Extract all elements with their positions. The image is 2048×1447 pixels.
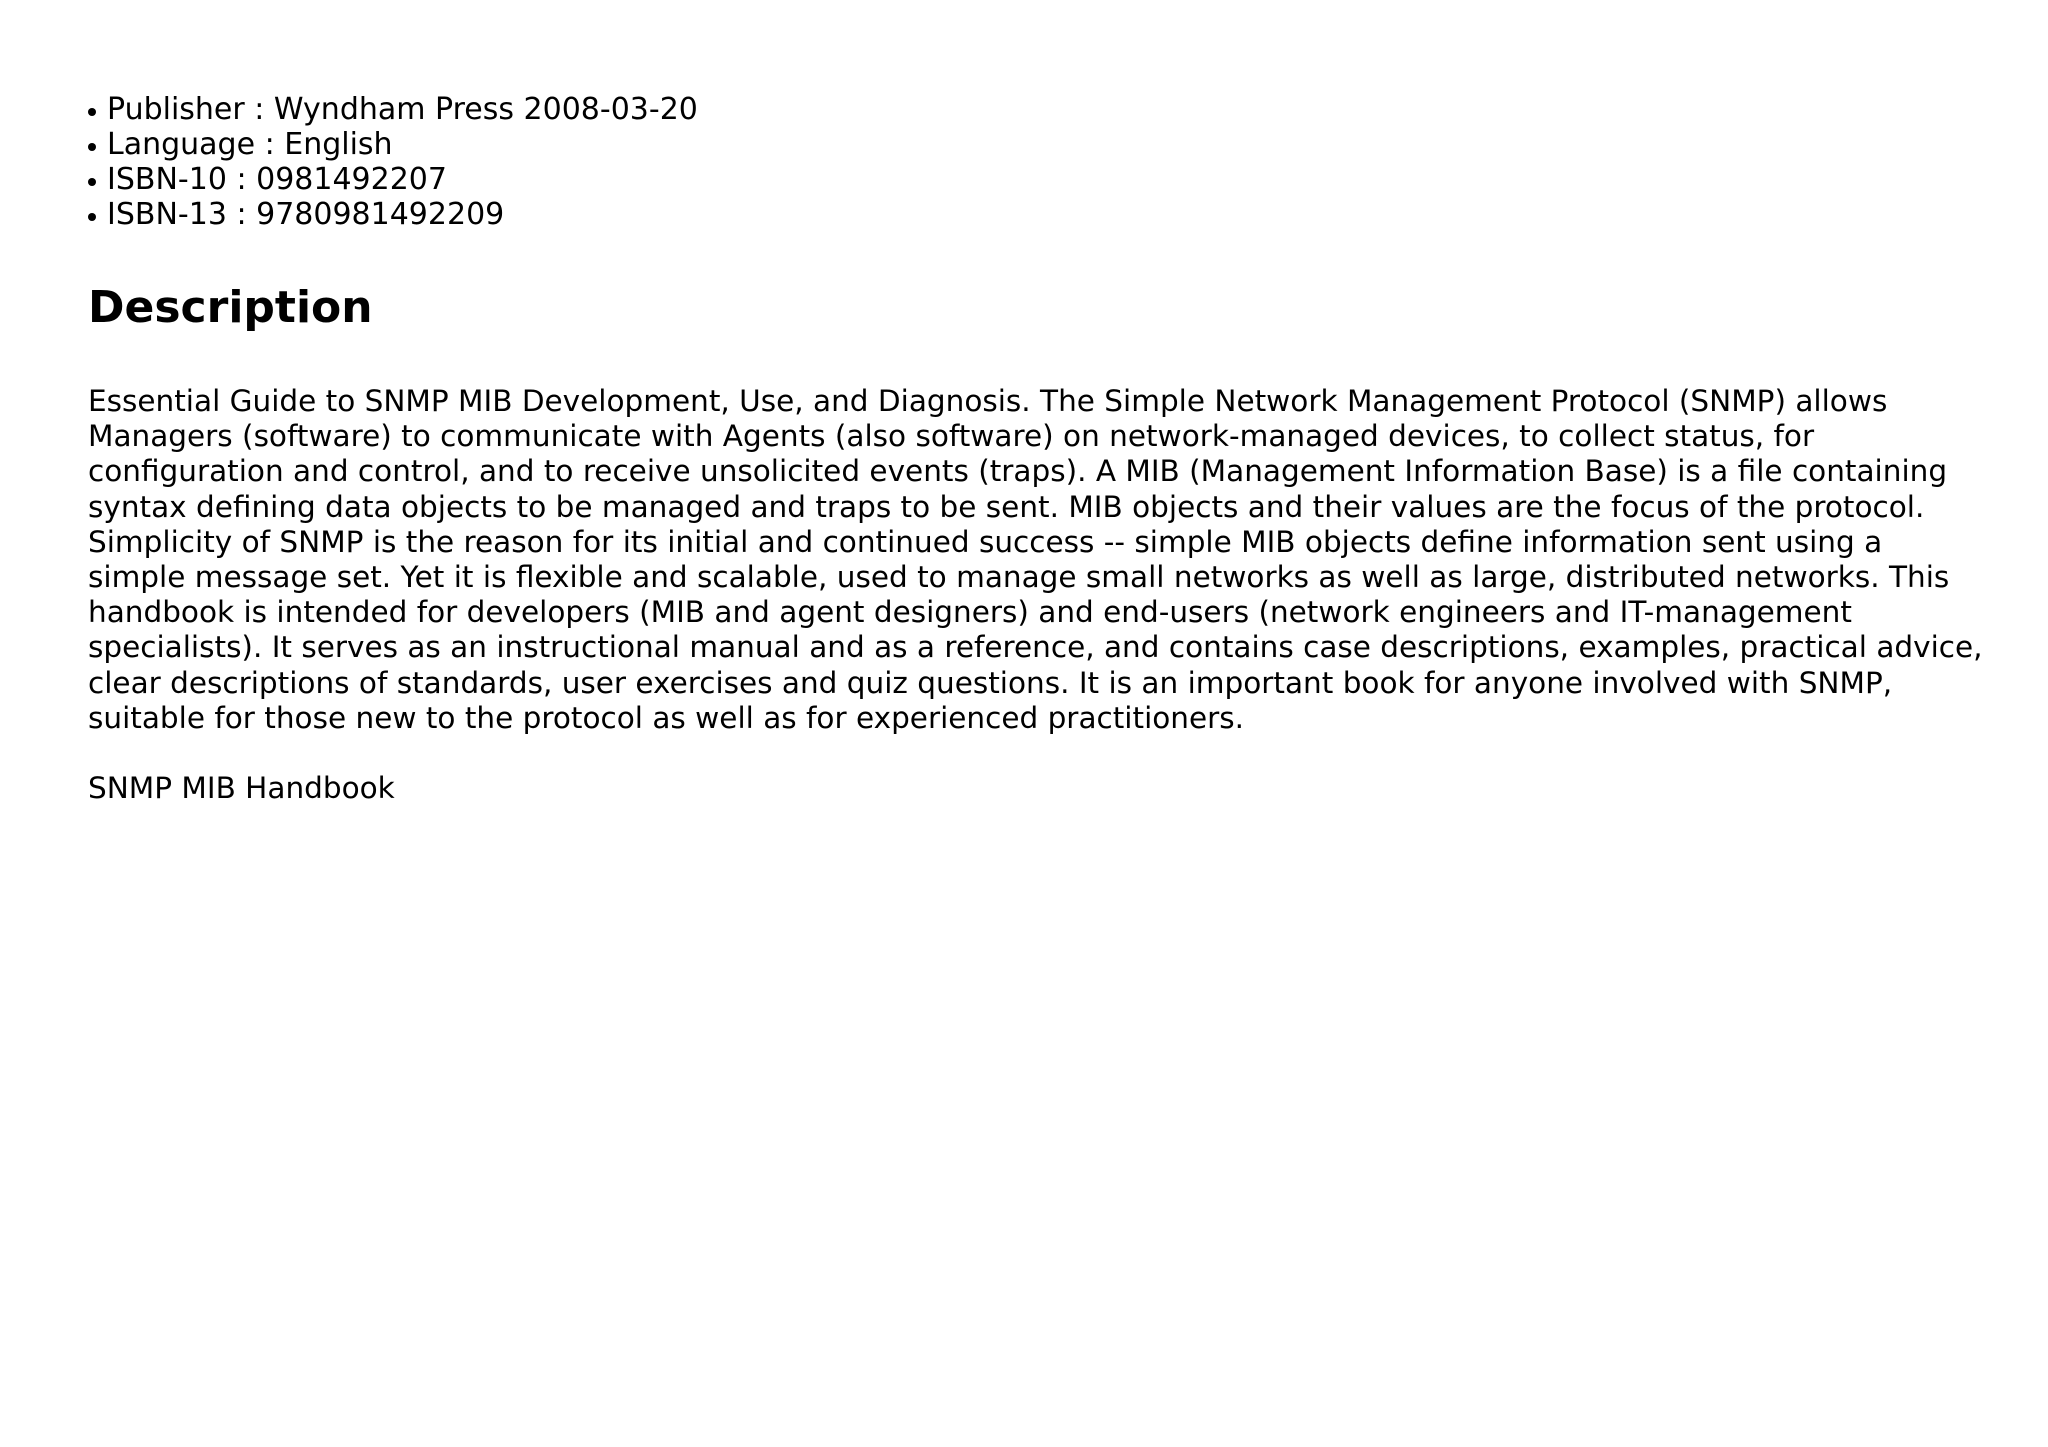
book-details-list (88, 92, 1988, 232)
detail-value: Wyndham Press 2008-03-20 (273, 92, 698, 127)
detail-separator: : (244, 92, 274, 127)
bullet-icon (88, 178, 96, 186)
description-text: Essential Guide to SNMP MIB Development, Use, and Diagnosis. The Simple Network Management Protocol (SNMP) allows Managers (software) to communicate with Agents (also software) on network-managed devices, to collect status, for configuration and control, and to receive unsolicited events (traps). A MIB (Management Information Base) is a file containing syntax defining data objects to be managed and traps to be sent. MIB objects and their values are the focus of the protocol. Simplicity of SNMP is the reason for its initial and continued success -- simple MIB objects define information sent using a simple message set. Yet it is flexible and scalable, used to manage small networks as well as large, distributed networks. This handbook is intended for developers (MIB and agent designers) and end-users (network engineers and IT-management specialists). It serves as an instructional manual and as a reference, and contains case descriptions, examples, practical advice, clear descriptions of standards, user exercises and quiz questions. It is an important book for anyone involved with SNMP, suitable for those new to the protocol as well as for experienced practitioners. (88, 384, 1983, 735)
detail-label: Language (107, 127, 256, 162)
bullet-icon (88, 213, 96, 221)
detail-item-language (88, 127, 1988, 162)
detail-label: ISBN-10 (107, 162, 227, 197)
detail-value: English (284, 127, 393, 162)
detail-value: 9780981492209 (256, 197, 505, 232)
detail-separator: : (255, 127, 285, 162)
detail-label: Publisher (107, 92, 245, 127)
document-page (88, 92, 1988, 806)
detail-item-publisher (88, 92, 1988, 127)
bullet-icon (88, 108, 96, 116)
detail-separator: : (226, 197, 257, 232)
bullet-icon (88, 143, 96, 151)
detail-item-isbn-13 (88, 197, 1988, 232)
detail-item-isbn-10 (88, 162, 1988, 197)
detail-value: 0981492207 (256, 162, 447, 197)
detail-label: ISBN-13 (107, 197, 227, 232)
detail-separator: : (226, 162, 257, 197)
book-title: SNMP MIB Handbook (88, 771, 395, 806)
description-heading: Description (88, 282, 373, 333)
